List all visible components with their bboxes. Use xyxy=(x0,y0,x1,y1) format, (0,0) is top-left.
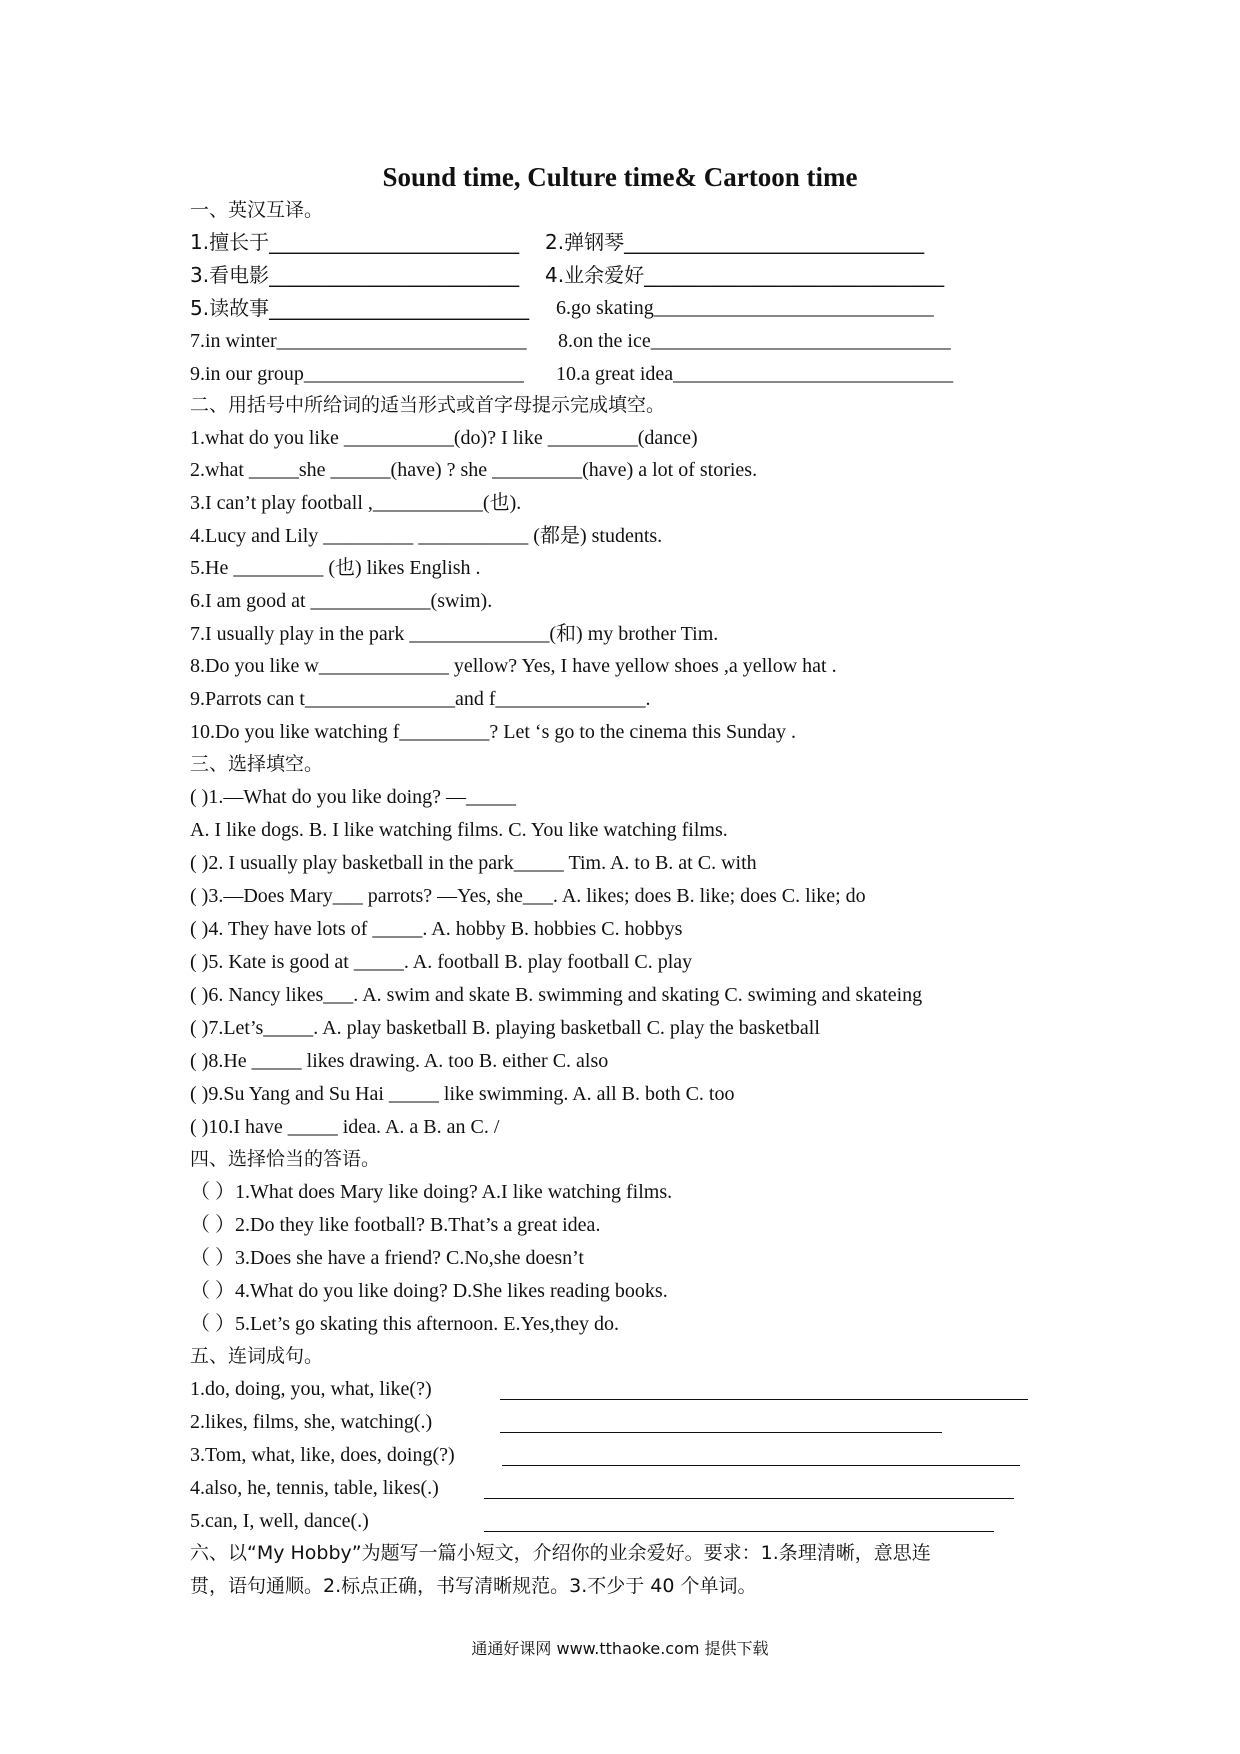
sec2-item-2: 2.what _____she ______(have) ? she _________(have) a lot of stories. xyxy=(190,459,758,481)
page-footer: 通通好课网 www.tthaoke.com 提供下载 xyxy=(471,1639,769,1658)
section-6-line-2: 贯，语句通顺。2.标点正确，书写清晰规范。3.不少于 40 个单词。 xyxy=(190,1575,757,1597)
sec3-item-6: ( )6. Nancy likes___. A. swim and skate B. swimming and skating C. swiming and skateing xyxy=(190,984,923,1006)
sec5-answer-line-5 xyxy=(484,1531,994,1532)
sec5-answer-line-2 xyxy=(500,1432,942,1433)
sec1-item-4: 4.业余爱好______________________________ xyxy=(545,263,945,287)
sec1-item-6: 6.go skating____________________________ xyxy=(556,297,934,319)
sec1-item-7: 7.in winter_________________________ xyxy=(190,330,527,352)
section-6-line-1: 六、以“My Hobby”为题写一篇小短文，介绍你的业余爱好。要求：1.条理清晰，意思连 xyxy=(190,1542,931,1564)
sec1-item-8: 8.on the ice______________________________ xyxy=(558,330,951,352)
sec2-item-9: 9.Parrots can t_______________and f_______________. xyxy=(190,688,651,710)
sec1-item-5: 5.读故事__________________________ xyxy=(190,296,530,320)
sec5-item-3: 3.Tom, what, like, does, doing(?) xyxy=(190,1444,455,1466)
sec2-item-5: 5.He _________ (也) likes English . xyxy=(190,557,481,579)
section-4-heading: 四、选择恰当的答语。 xyxy=(190,1148,381,1170)
sec3-item-5: ( )5. Kate is good at _____. A. football B. play football C. play xyxy=(190,951,693,973)
sec2-item-7: 7.I usually play in the park ______________(和) my brother Tim. xyxy=(190,623,719,645)
sec3-item-8: ( )8.He _____ likes drawing. A. too B. either C. also xyxy=(190,1050,609,1072)
sec4-item-1: （ ）1.What does Mary like doing? A.I like watching films. xyxy=(190,1181,673,1203)
section-2-heading: 二、用括号中所给词的适当形式或首字母提示完成填空。 xyxy=(190,394,666,416)
sec1-item-1: 1.擅长于_________________________ xyxy=(190,230,520,254)
section-3-heading: 三、选择填空。 xyxy=(190,753,324,775)
sec5-item-2: 2.likes, films, she, watching(.) xyxy=(190,1411,433,1433)
sec1-item-2: 2.弹钢琴______________________________ xyxy=(545,230,925,254)
sec2-item-4: 4.Lucy and Lily _________ ___________ (都是) students. xyxy=(190,525,663,547)
sec2-item-6: 6.I am good at ____________(swim). xyxy=(190,590,493,612)
sec4-item-4: （ ）4.What do you like doing? D.She likes reading books. xyxy=(190,1280,668,1302)
sec4-item-5: （ ）5.Let’s go skating this afternoon. E.Yes,they do. xyxy=(190,1313,620,1335)
sec3-item-1: ( )1.—What do you like doing? —_____ xyxy=(190,786,517,808)
sec5-answer-line-1 xyxy=(500,1399,1028,1400)
page-title: Sound time, Culture time& Cartoon time xyxy=(382,162,858,192)
sec5-answer-line-4 xyxy=(484,1498,1014,1499)
sec2-item-8: 8.Do you like w_____________ yellow? Yes, I have yellow shoes ,a yellow hat . xyxy=(190,655,837,677)
sec3-item-10: ( )10.I have _____ idea. A. a B. an C. / xyxy=(190,1116,500,1138)
sec3-item-1-options: A. I like dogs. B. I like watching films. C. You like watching films. xyxy=(190,819,728,841)
sec5-item-1: 1.do, doing, you, what, like(?) xyxy=(190,1378,432,1400)
sec3-item-7: ( )7.Let’s_____. A. play basketball B. playing basketball C. play the basketball xyxy=(190,1017,820,1039)
section-1-heading: 一、英汉互译。 xyxy=(190,199,324,221)
sec4-item-2: （ ）2.Do they like football? B.That’s a great idea. xyxy=(190,1214,601,1236)
sec1-item-10: 10.a great idea____________________________ xyxy=(556,363,954,385)
sec3-item-4: ( )4. They have lots of _____. A. hobby B. hobbies C. hobbys xyxy=(190,918,683,940)
sec1-item-3: 3.看电影_________________________ xyxy=(190,263,520,287)
sec1-item-9: 9.in our group______________________ xyxy=(190,363,524,385)
sec5-item-5: 5.can, I, well, dance(.) xyxy=(190,1510,369,1532)
sec2-item-3: 3.I can’t play football ,___________(也). xyxy=(190,492,522,514)
sec2-item-10: 10.Do you like watching f_________? Let ‘s go to the cinema this Sunday . xyxy=(190,721,797,743)
sec3-item-9: ( )9.Su Yang and Su Hai _____ like swimming. A. all B. both C. too xyxy=(190,1083,735,1105)
sec3-item-3: ( )3.—Does Mary___ parrots? —Yes, she___. A. likes; does B. like; does C. like; do xyxy=(190,885,866,907)
sec2-item-1: 1.what do you like ___________(do)? I like _________(dance) xyxy=(190,427,698,449)
sec3-item-2: ( )2. I usually play basketball in the park_____ Tim. A. to B. at C. with xyxy=(190,852,757,874)
sec5-answer-line-3 xyxy=(502,1465,1020,1466)
sec5-item-4: 4.also, he, tennis, table, likes(.) xyxy=(190,1477,439,1499)
sec4-item-3: （ ）3.Does she have a friend? C.No,she doesn’t xyxy=(190,1247,584,1269)
section-5-heading: 五、连词成句。 xyxy=(190,1345,324,1367)
